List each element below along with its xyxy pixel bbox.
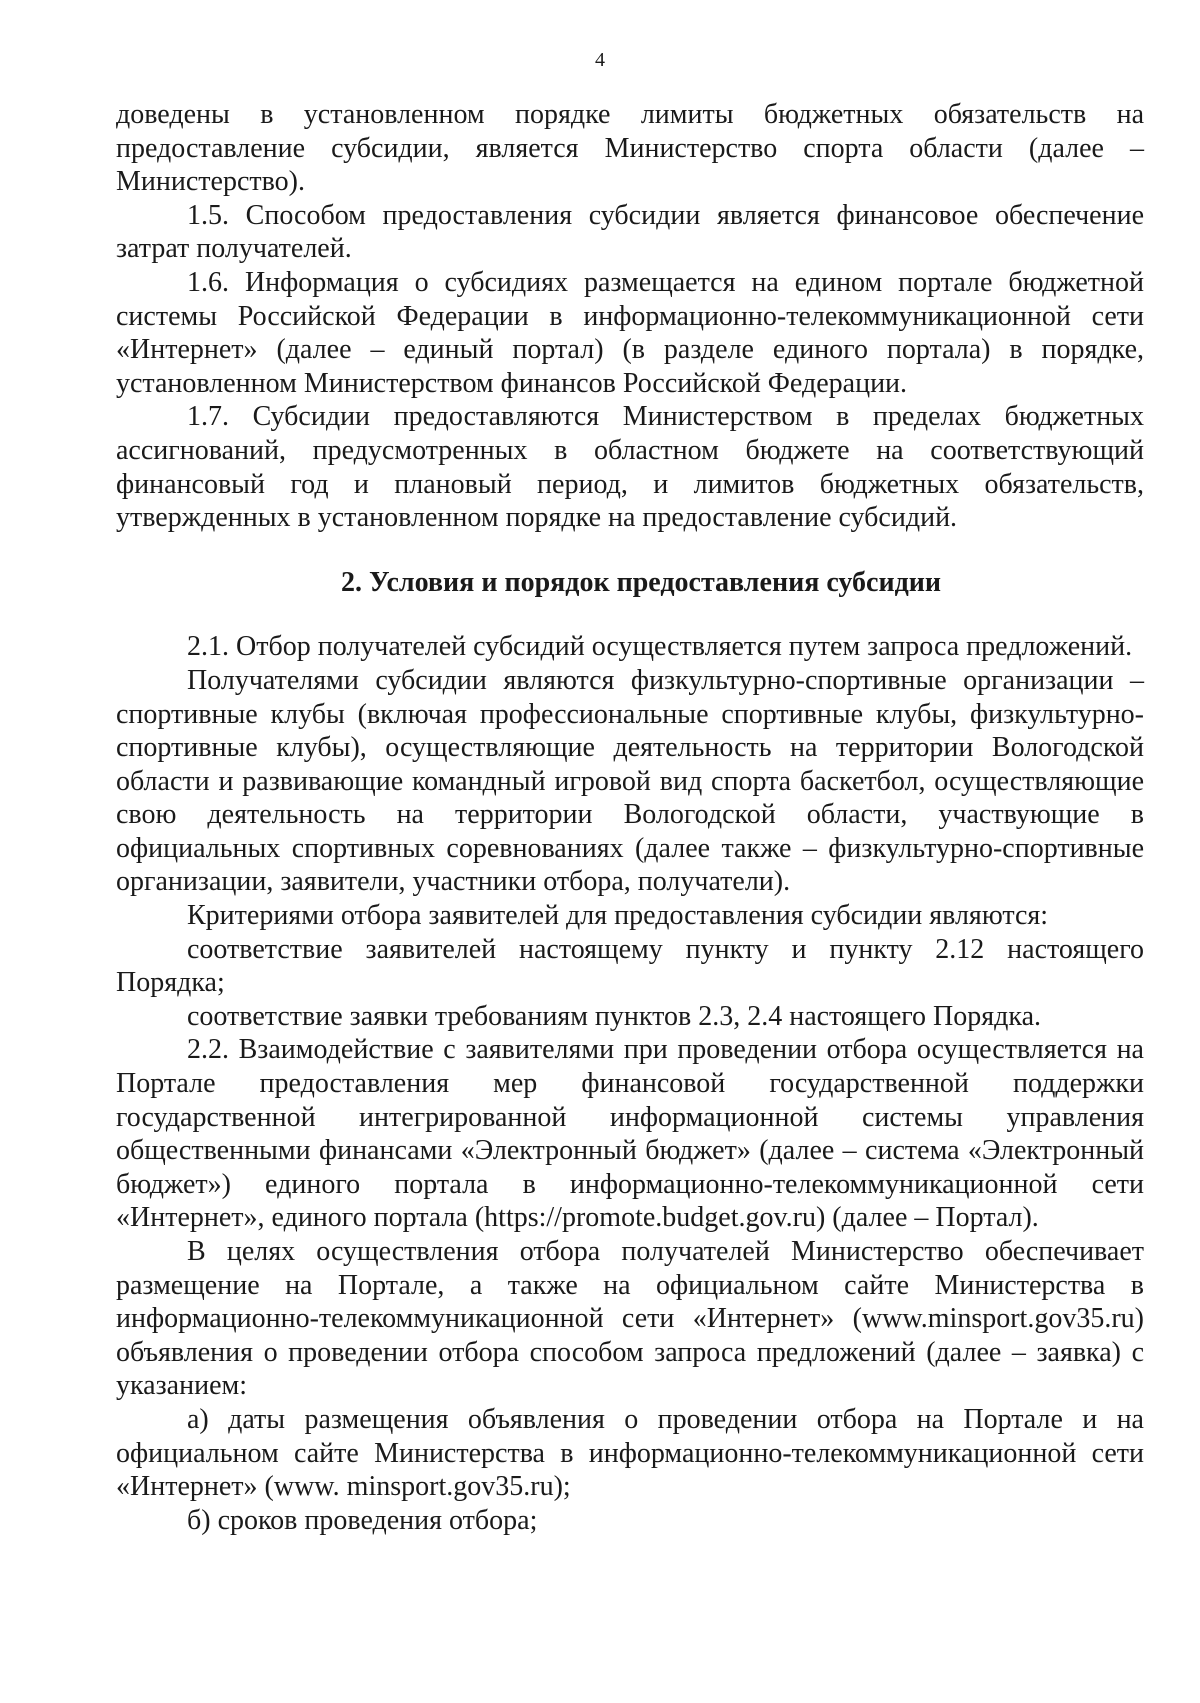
- paragraph: а) даты размещения объявления о проведении отбора на Портале и на официальном сайте Министерства в информационно-телекоммуникационной сети «Интернет» (www. minsport.gov35.ru);: [116, 1403, 1144, 1503]
- paragraph: Критериями отбора заявителей для предоставления субсидии являются:: [187, 900, 1049, 932]
- paragraph: В целях осуществления отбора получателей Министерство обеспечивает размещение на Портале, а также на официальном сайте Министерства в информационно-телекоммуникационной сети «Интернет» (www.minsport.gov35.ru) объявления о проведении отбора способом запроса предложений (далее – заявка) с указанием:: [116, 1236, 1144, 1402]
- section-1-continuation: [116, 98, 1144, 535]
- paragraph: 1.5. Способом предоставления субсидии является финансовое обеспечение затрат получателей.: [116, 199, 1144, 265]
- paragraph: доведены в установленном порядке лимиты бюджетных обязательств на предоставление субсидии, является Министерство спорта области (далее – Министерство).: [116, 99, 1144, 198]
- paragraph: Получателями субсидии являются физкультурно-спортивные организации – спортивные клубы (включая профессиональные спортивные клубы, физкультурно-спортивные клубы), осуществляющие деятельность на территории Вологодской области и развивающие командный игровой вид спорта баскетбол, осуществляющие свою деятельность на территории Вологодской области, участвующие в официальных спортивных соревнованиях (далее также – физкультурно-спортивные организации, заявители, участники отбора, получатели).: [116, 664, 1144, 898]
- paragraph: соответствие заявителей настоящему пункту и пункту 2.12 настоящего Порядка;: [116, 933, 1144, 999]
- document-body: [116, 98, 1144, 1537]
- paragraph: 2.2. Взаимодействие с заявителями при проведении отбора осуществляется на Портале предоставления мер финансовой государственной поддержки государственной интегрированной информационной системы управления общественными финансами «Электронный бюджет» (далее – система «Электронный бюджет») единого портала в информационно-телекоммуникационной сети «Интернет», единого портала (https://promote.budget.gov.ru) (далее – Портал).: [116, 1034, 1144, 1234]
- paragraph: б) сроков проведения отбора;: [187, 1504, 538, 1536]
- paragraph: 2.1. Отбор получателей субсидий осуществляется путем запроса предложений.: [187, 631, 1133, 663]
- paragraph: соответствие заявки требованиям пунктов 2.3, 2.4 настоящего Порядка.: [187, 1000, 1041, 1032]
- paragraph: 1.7. Субсидии предоставляются Министерством в пределах бюджетных ассигнований, предусмотренных в областном бюджете на соответствующий финансовый год и плановый период, и лимитов бюджетных обязательств, утвержденных в установленном порядке на предоставление субсидий.: [116, 401, 1144, 534]
- page-number: 4: [595, 49, 605, 71]
- paragraph: 1.6. Информация о субсидиях размещается на едином портале бюджетной системы Российской Федерации в информационно-телекоммуникационной сети «Интернет» (далее – единый портал) (в разделе единого портала) в порядке, установленном Министерством финансов Российской Федерации.: [116, 266, 1144, 399]
- section-heading: 2. Условия и порядок предоставления субсидии: [340, 566, 942, 598]
- section-2-body: [116, 630, 1144, 1537]
